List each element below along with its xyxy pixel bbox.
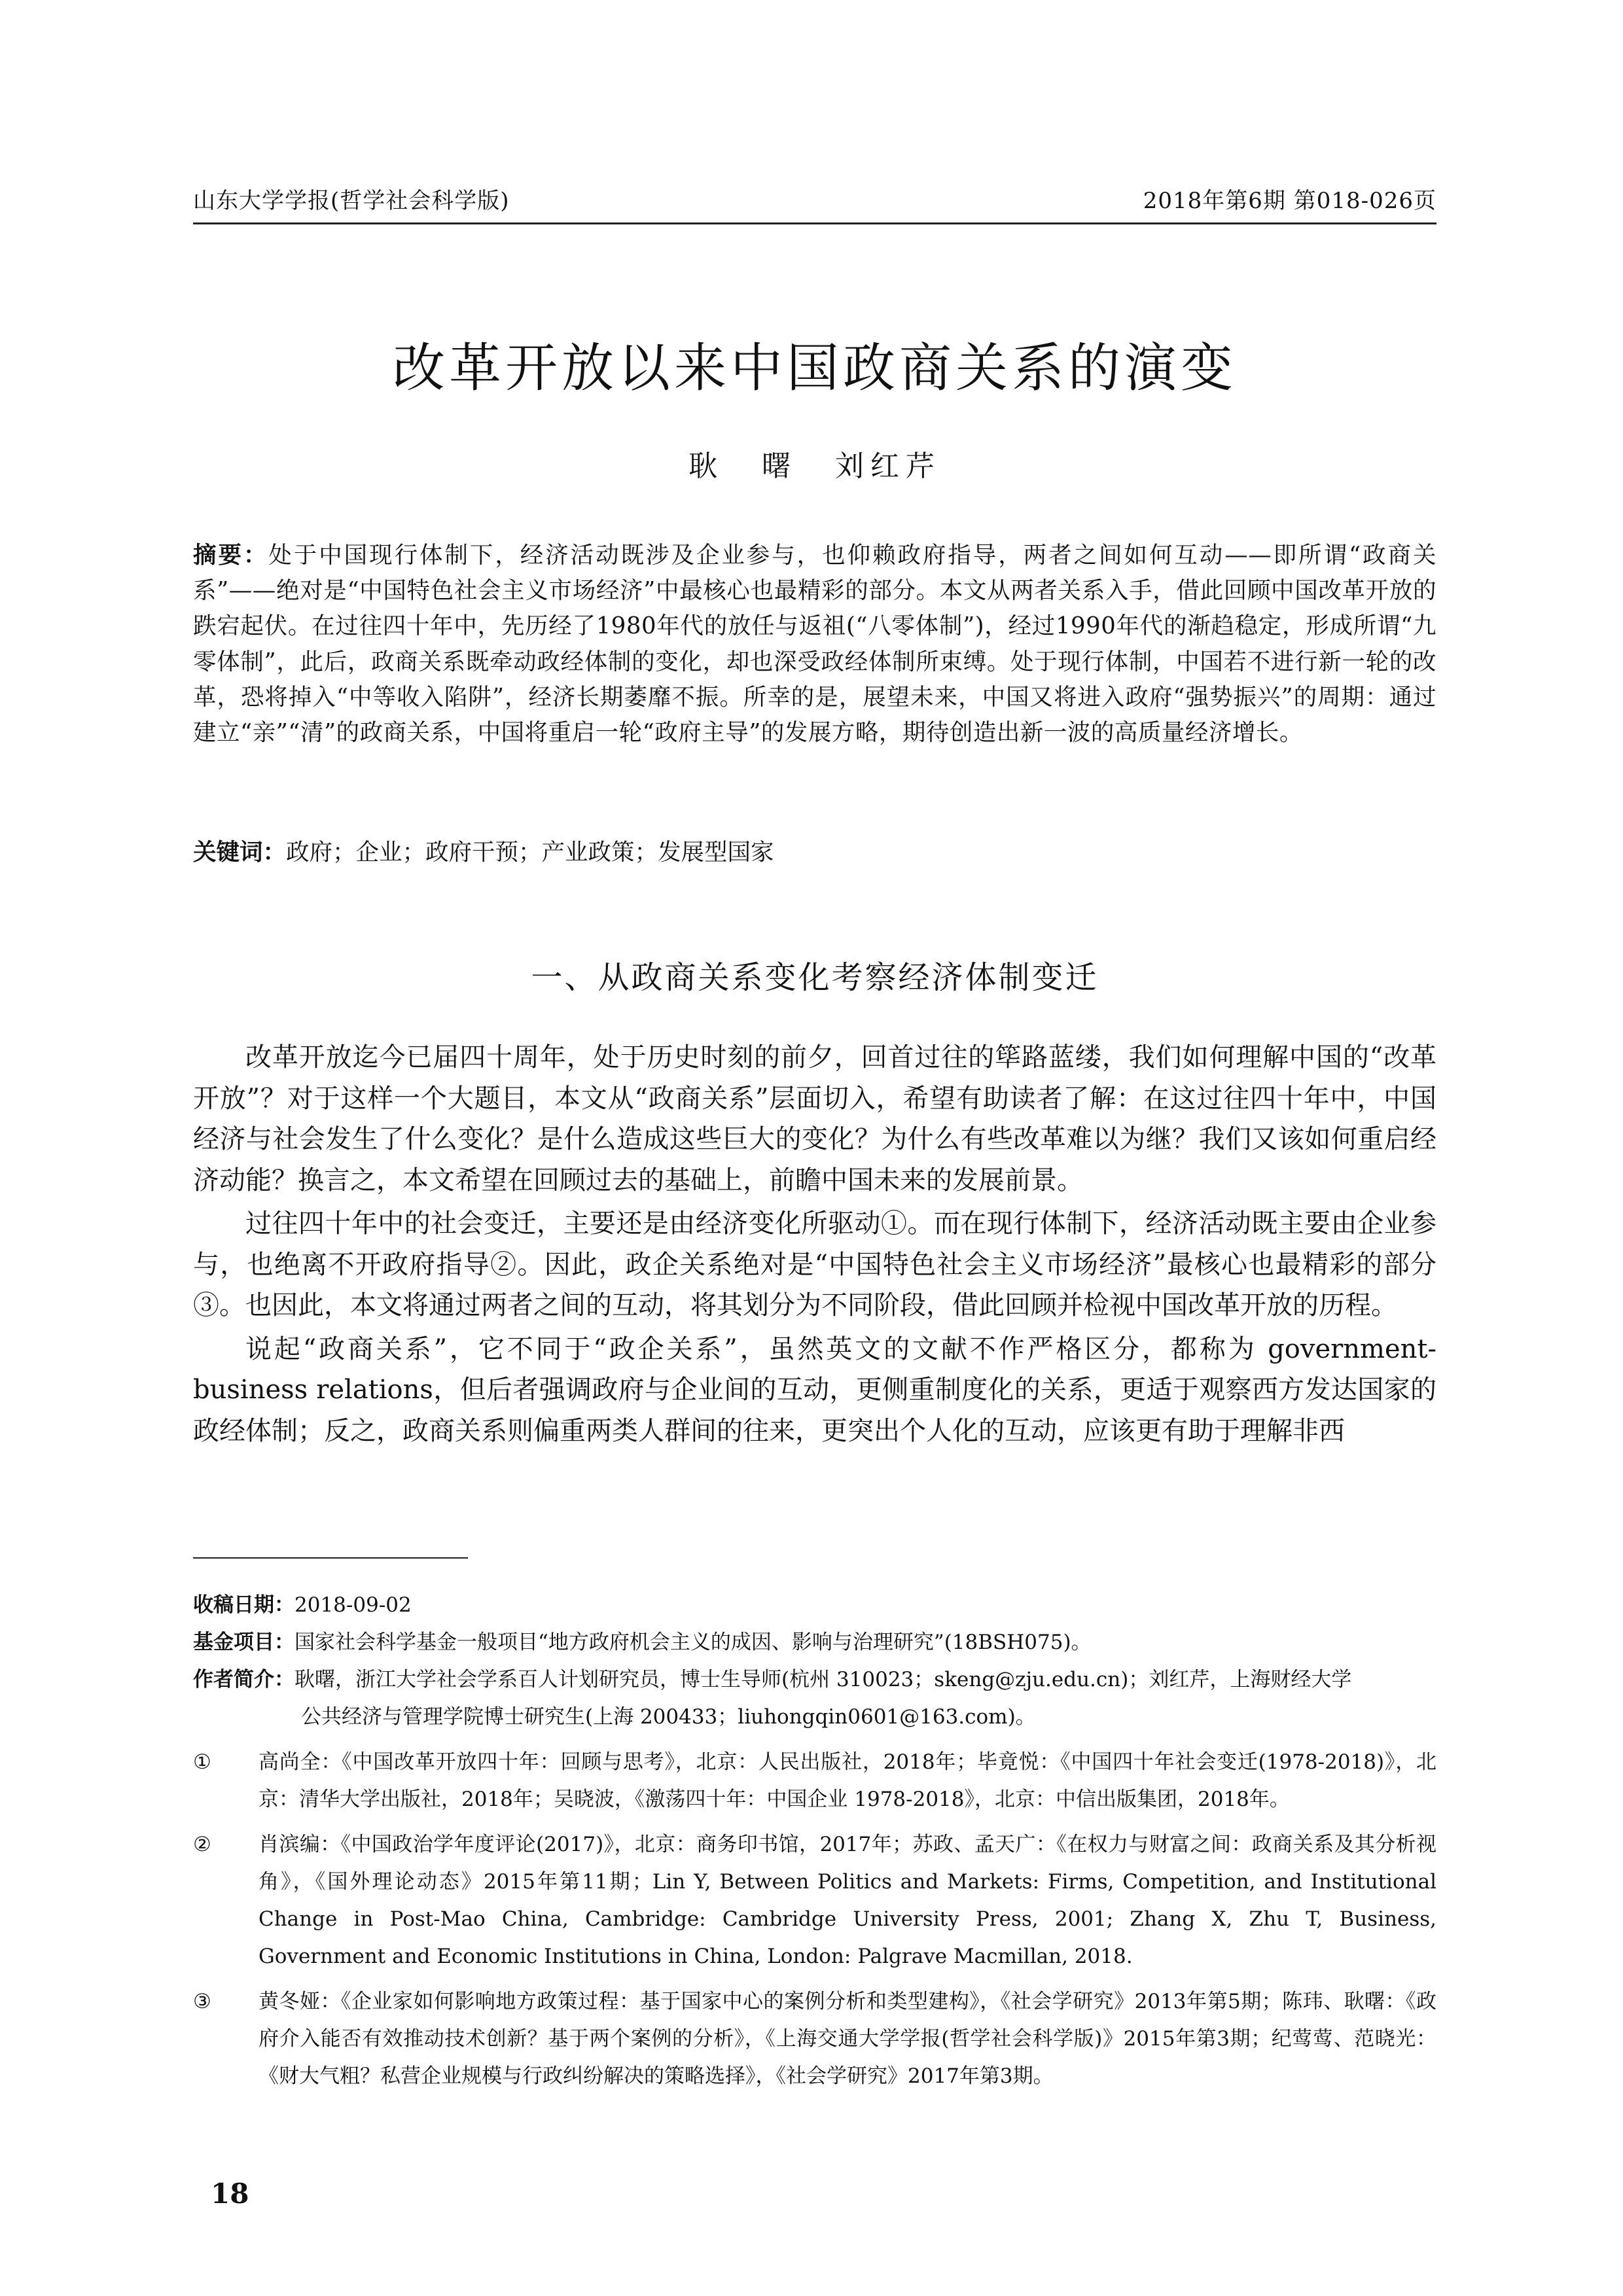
footnote <box>193 1983 1436 2095</box>
footnote-text: 肖滨编：《中国政治学年度评论(2017)》，北京：商务印书馆，2017年；苏政、孟天广：《在权力与财富之间：政商关系及其分析视角》，《国外理论动态》2015年第11期；Lin Y, Between Politics and Markets: Firms, Competition, and Institutional Change in Post-Mao China, Cambridge: Cambridge University Press, 2001; Zhang X, Zhu T, Business, Government and Economic Institutions in China, London: Palgrave Macmillan, 2018. <box>259 1833 1436 1968</box>
footnote-mark: ② <box>193 1833 211 1856</box>
page-number: 18 <box>211 2178 249 2210</box>
article-meta <box>193 1587 1436 1736</box>
footnote-mark: ③ <box>193 1990 211 2013</box>
paragraph: 说起“政商关系”，它不同于“政企关系”，虽然英文的文献不作严格区分，都称为 government-business relations，但后者强调政府与企业间的互动，更侧重制度化的关系，更适于观察西方发达国家的政经体制；反之，政商关系则偏重两类人群间的往来，更突出个人化的互动，应该更有助于理解非西 <box>193 1333 1436 1446</box>
author-info-row <box>193 1661 1436 1699</box>
header-rule <box>193 222 1436 224</box>
issue-pages: 2018年第6期 第018-026页 <box>1143 188 1436 214</box>
keywords-label: 关键词： <box>193 839 287 866</box>
journal-name: 山东大学学报(哲学社会科学版) <box>193 188 510 214</box>
paragraph: 改革开放迄今已届四十周年，处于历史时刻的前夕，回首过往的筚路蓝缕，我们如何理解中国的“改革开放”？对于这样一个大题目，本文从“政商关系”层面切入，希望有助读者了解：在这过往四十年中，中国经济与社会发生了什么变化？是什么造成这些巨大的变化？为什么有些改革难以为继？我们又该如何重启经济动能？换言之，本文希望在回顾过去的基础上，前瞻中国未来的发展前景。 <box>193 1042 1436 1195</box>
abstract-label: 摘要： <box>193 542 269 569</box>
footnote-text: 黄冬娅：《企业家如何影响地方政策过程：基于国家中心的案例分析和类型建构》，《社会学研究》2013年第5期；陈玮、耿曙：《政府介入能否有效推动技术创新？基于两个案例的分析》，《上海交通大学学报(哲学社会科学版)》2015年第3期；纪莺莺、范晓光：《财大气粗？私营企业规模与行政纠纷解决的策略选择》，《社会学研究》2017年第3期。 <box>259 1990 1436 2088</box>
footnote-rule <box>193 1557 468 1559</box>
article-authors: 耿 曙 刘红芹 <box>688 450 941 483</box>
received-label: 收稿日期： <box>193 1593 294 1617</box>
abstract-text: 处于中国现行体制下，经济活动既涉及企业参与，也仰赖政府指导，两者之间如何互动——即所谓“政商关系”——绝对是“中国特色社会主义市场经济”中最核心也最精彩的部分。本文从两者关系入手，借此回顾中国改革开放的跌宕起伏。在过往四十年中，先历经了1980年代的放任与返祖(“八零体制”)，经过1990年代的渐趋稳定，形成所谓“九零体制”，此后，政商关系既牵动政经体制的变化，却也深受政经体制所束缚。处于现行体制，中国若不进行新一轮的改革，恐将掉入“中等收入陷阱”，经济长期萎靡不振。所幸的是，展望未来，中国又将进入政府“强势振兴”的周期：通过建立“亲”“清”的政商关系，中国将重启一轮“政府主导”的发展方略，期待创造出新一波的高质量经济增长。 <box>193 542 1436 747</box>
footnote-mark: ① <box>193 1750 211 1774</box>
author-info-label: 作者简介： <box>193 1668 294 1691</box>
section-heading: 一、从政商关系变化考察经济体制变迁 <box>531 959 1099 996</box>
footnote <box>193 1744 1436 1818</box>
keywords-text: 政府；企业；政府干预；产业政策；发展型国家 <box>286 839 774 866</box>
body-text <box>193 1037 1436 1454</box>
fund-row <box>193 1624 1436 1661</box>
fund-text: 国家社会科学基金一般项目“地方政府机会主义的成因、影响与治理研究”(18BSH075)。 <box>294 1631 1092 1654</box>
footnote-text: 高尚全：《中国改革开放四十年：回顾与思考》，北京：人民出版社，2018年；毕竟悦：《中国四十年社会变迁(1978-2018)》，北京：清华大学出版社，2018年；吴晓波，《激荡四十年：中国企业 1978-2018》，北京：中信出版集团，2018年。 <box>259 1750 1436 1811</box>
running-header <box>193 175 1436 215</box>
author-info-line2: 公共经济与管理学院博士研究生(上海 200433；liuhongqin0601@163.com)。 <box>301 1705 1036 1729</box>
author-info-line1: 耿曙，浙江大学社会学系百人计划研究员，博士生导师(杭州 310023；skeng@zju.edu.cn)；刘红芹，上海财经大学 <box>294 1668 1352 1691</box>
article-title: 改革开放以来中国政商关系的演变 <box>393 338 1237 398</box>
abstract <box>193 538 1436 751</box>
footnotes <box>193 1744 1436 2103</box>
paragraph: 过往四十年中的社会变迁，主要还是由经济变化所驱动①。而在现行体制下，经济活动既主要由企业参与，也绝离不开政府指导②。因此，政企关系绝对是“中国特色社会主义市场经济”最核心也最精彩的部分③。也因此，本文将通过两者之间的互动，将其划分为不同阶段，借此回顾并检视中国改革开放的历程。 <box>193 1209 1436 1320</box>
received-date: 2018-09-02 <box>294 1593 412 1617</box>
received-date-row <box>193 1587 1436 1624</box>
footnote <box>193 1826 1436 1975</box>
keywords <box>193 835 1436 870</box>
fund-label: 基金项目： <box>193 1631 294 1654</box>
